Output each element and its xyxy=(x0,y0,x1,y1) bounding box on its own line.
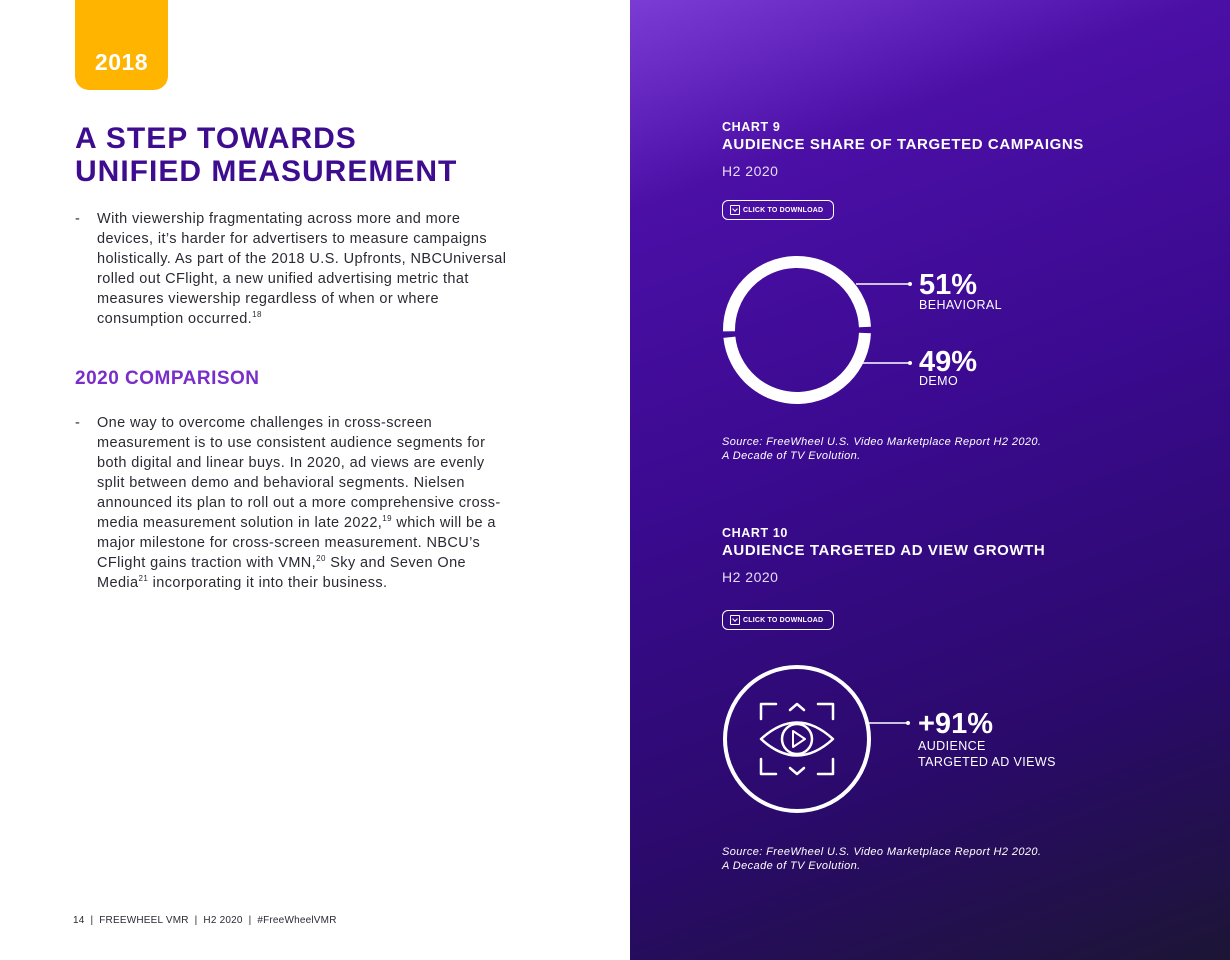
chart-10-circle xyxy=(725,667,869,811)
chart-10-source xyxy=(722,845,1142,873)
chart-9-header xyxy=(722,120,1222,179)
chart-10-header xyxy=(722,526,1222,585)
chart-9-value-demo: 49% xyxy=(919,346,978,378)
intro-text xyxy=(97,209,515,329)
bullet-dash: - xyxy=(75,211,81,227)
eye-play-icon xyxy=(761,704,833,774)
donut-segment-behavioral xyxy=(729,262,865,331)
section-heading: 2020 COMPARISON xyxy=(75,368,260,389)
chart-10-label xyxy=(918,738,1056,770)
chart-10-download-button[interactable] xyxy=(722,610,834,630)
page-title-line-1: A STEP TOWARDS xyxy=(75,122,357,155)
comparison-part-2: which will be a major milestone for cross-screen measurement. NBCU’s CFlight gains traction with VMN, xyxy=(97,515,496,571)
comparison-part-3: Sky and Seven One Media xyxy=(97,555,466,591)
chart-10-label-line-2: TARGETED AD VIEWS xyxy=(918,755,1056,769)
chart-9-source-line-1: Source: FreeWheel U.S. Video Marketplace Report H2 2020. xyxy=(722,436,1042,448)
chart-10-download-label: CLICK TO DOWNLOAD xyxy=(743,616,824,624)
chart-10-value: +91% xyxy=(918,708,993,740)
intro-body: With viewership fragmentating across more and more devices, it’s harder for advertisers to measure campaigns holistically. As part of the 2018 U.S. Upfronts, NBCUniversal rolled out CFlight, a new unified advertising metric that measures viewership regardless of when or where consumption occurred. xyxy=(97,211,507,327)
chart-9-title: AUDIENCE SHARE OF TARGETED CAMPAIGNS xyxy=(722,136,1084,153)
footnote-21: 21 xyxy=(138,574,149,584)
chart-9-period: H2 2020 xyxy=(722,163,779,179)
leader-dot-demo xyxy=(908,361,912,365)
page-title xyxy=(75,122,575,188)
download-icon xyxy=(730,205,740,215)
year-tab xyxy=(75,0,168,90)
bullet-dash: - xyxy=(75,415,81,431)
download-icon xyxy=(730,615,740,625)
chart-10-source-line-1: Source: FreeWheel U.S. Video Marketplace Report H2 2020. xyxy=(722,846,1042,858)
chart-10-leader-dot xyxy=(906,721,910,725)
charts-panel xyxy=(630,0,1230,960)
chart-9-download-button[interactable] xyxy=(722,200,834,220)
chart-10-label-line-1: AUDIENCE xyxy=(918,739,986,753)
donut-segment-demo xyxy=(729,333,865,398)
chart-10-title: AUDIENCE TARGETED AD VIEW GROWTH xyxy=(722,542,1046,559)
chart-9-download-label: CLICK TO DOWNLOAD xyxy=(743,206,824,214)
comparison-text xyxy=(97,413,515,593)
chart-9-label-behavioral: BEHAVIORAL xyxy=(919,298,1002,312)
leader-dot-behavioral xyxy=(908,282,912,286)
comparison-part-4: incorporating it into their business. xyxy=(148,575,388,591)
comparison-part-1: One way to overcome challenges in cross-screen measurement is to use consistent audience segments for both digital and linear buys. In 2020, ad views are evenly split between demo and behavioral segments. Nielsen announced its plan to roll out a more comprehensive cross-media measurement solution in late 2022, xyxy=(97,415,501,531)
chart-10-period: H2 2020 xyxy=(722,569,779,585)
comparison-paragraph xyxy=(75,413,515,593)
chart-10-source-line-2: A Decade of TV Evolution. xyxy=(722,860,861,872)
intro-paragraph xyxy=(75,209,515,329)
year-label: 2018 xyxy=(94,49,149,75)
chart-9-value-behavioral: 51% xyxy=(919,269,978,301)
chart-9-source xyxy=(722,435,1142,463)
page-footer: 14 | FREEWHEEL VMR | H2 2020 | #FreeWheelVMR xyxy=(73,915,337,926)
chart-10-number: CHART 10 xyxy=(722,526,788,540)
footnote-18: 18 xyxy=(252,310,262,320)
chart-10-graphic xyxy=(720,660,920,820)
chart-9-source-line-2: A Decade of TV Evolution. xyxy=(722,450,861,462)
footnote-19: 19 xyxy=(382,514,392,524)
chart-9-number: CHART 9 xyxy=(722,120,781,134)
page-title-line-2: UNIFIED MEASUREMENT xyxy=(75,155,458,188)
footnote-20: 20 xyxy=(316,554,326,564)
chart-9-label-demo: DEMO xyxy=(919,374,959,388)
